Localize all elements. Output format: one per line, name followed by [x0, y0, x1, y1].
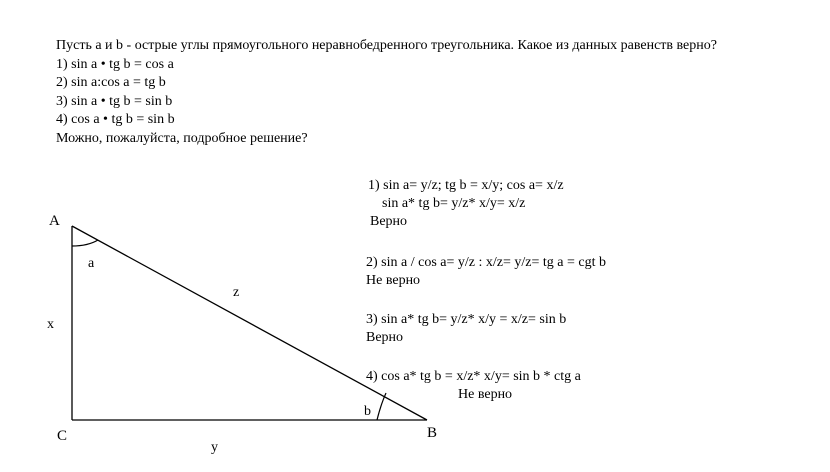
solution-item-1 — [368, 177, 564, 231]
side-label-x: x — [47, 317, 54, 332]
option-1: 1) sin a • tg b = cos a — [56, 56, 174, 72]
question-line: Пусть a и b - острые углы прямоугольного неравнобедренного треугольника. Какое из данных равенств верно? — [56, 38, 717, 53]
solution-4-line-1: 4) cos a* tg b = x/z* x/y= sin b * ctg a — [366, 369, 581, 384]
option-3: 3) sin a • tg b = sin b — [56, 93, 173, 109]
solution-item-3 — [366, 311, 566, 347]
option-2: 2) sin a:cos a = tg b — [56, 75, 166, 91]
question-request: Можно, пожалуйста, подробное решение? — [56, 130, 308, 146]
solution-item-4 — [366, 368, 581, 404]
solution-2-verdict: Не верно — [366, 273, 421, 288]
vertex-label-c: C — [57, 428, 68, 444]
solution-3-line-1: 3) sin a* tg b= y/z* x/y = x/z= sin b — [366, 312, 567, 327]
side-label-z: z — [233, 285, 240, 300]
solution-1-verdict: Верно — [370, 214, 408, 229]
solution-1-line-1: 1) sin a= y/z; tg b = x/y; cos a= x/z — [368, 178, 564, 193]
solution-1-line-2: sin a* tg b= y/z* x/y= x/z — [382, 196, 526, 211]
vertex-label-b: B — [427, 425, 438, 441]
angle-label-b: b — [364, 404, 371, 419]
option-4: 4) cos a • tg b = sin b — [56, 112, 175, 128]
solution-3-verdict: Верно — [366, 330, 404, 345]
angle-arc-a — [72, 240, 98, 246]
angle-label-a: a — [88, 256, 95, 271]
solution-item-2 — [366, 254, 606, 290]
solution-2-line-1: 2) sin a / cos a= y/z : x/z= y/z= tg a = cgt b — [366, 255, 606, 270]
vertex-label-a: A — [49, 213, 60, 229]
solution-4-verdict: Не верно — [458, 387, 513, 402]
side-label-y: y — [211, 440, 218, 455]
